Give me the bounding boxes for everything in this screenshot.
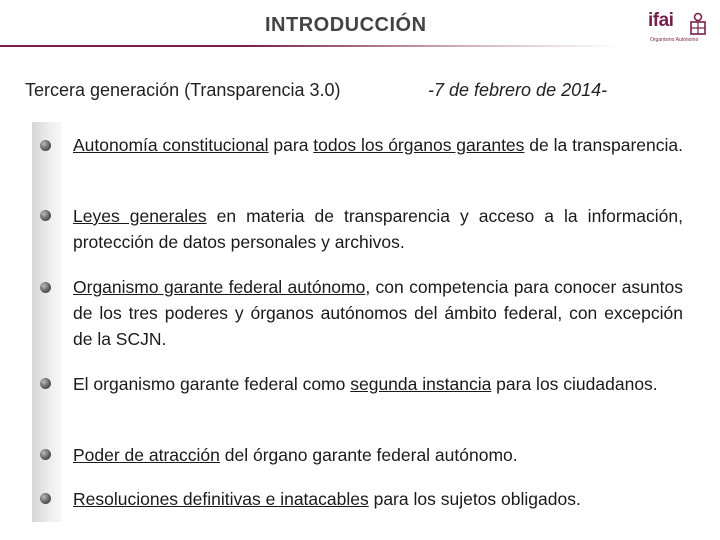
bullet-icon <box>40 282 51 293</box>
list-item <box>73 203 683 255</box>
title-divider <box>0 45 620 47</box>
bullet-icon <box>40 210 51 221</box>
item-text: de la transparencia. <box>524 135 683 155</box>
item-text: para <box>268 135 314 155</box>
item-text: El organismo garante federal como <box>73 374 351 394</box>
list-item <box>73 274 683 352</box>
bullet-icon <box>40 378 51 389</box>
logo-figure-icon <box>688 12 708 36</box>
ifai-logo <box>648 10 710 48</box>
underlined-phrase: Poder de atracción <box>73 445 220 465</box>
generation-heading: Tercera generación (Transparencia 3.0) <box>25 80 341 100</box>
underlined-phrase: Resoluciones definitivas e inatacables <box>73 489 369 509</box>
underlined-phrase: Leyes generales <box>73 206 207 226</box>
slide-title: INTRODUCCIÓN <box>265 14 427 36</box>
bullet-icon <box>40 449 51 460</box>
underlined-phrase: Organismo garante federal autónomo <box>73 277 366 297</box>
item-text: para los ciudadanos. <box>491 374 658 394</box>
item-text: del órgano garante federal autónomo. <box>219 445 518 465</box>
list-item <box>73 486 683 512</box>
list-item <box>73 132 683 158</box>
item-text: , con competencia para conocer asuntos de los tres poderes y órganos autónomos del ámbito federal, con excepción de la SCJN. <box>73 277 683 349</box>
bullet-icon <box>40 493 51 504</box>
underlined-phrase: todos los órganos garantes <box>313 135 525 155</box>
underlined-phrase: Autonomía constitucional <box>73 135 269 155</box>
bullet-column-bar <box>32 122 62 522</box>
item-text: para los sujetos obligados. <box>368 489 581 509</box>
item-text: en materia de transparencia y acceso a la información, protección de datos personales y archivos. <box>73 206 684 252</box>
date-heading: -7 de febrero de 2014- <box>428 80 608 100</box>
underlined-phrase: segunda instancia <box>350 374 492 394</box>
list-item <box>73 442 683 468</box>
logo-wordmark: ifai <box>648 10 674 31</box>
bullet-icon <box>40 140 51 151</box>
list-item <box>73 371 683 397</box>
logo-subtitle: Organismo Autónomo <box>650 37 699 43</box>
